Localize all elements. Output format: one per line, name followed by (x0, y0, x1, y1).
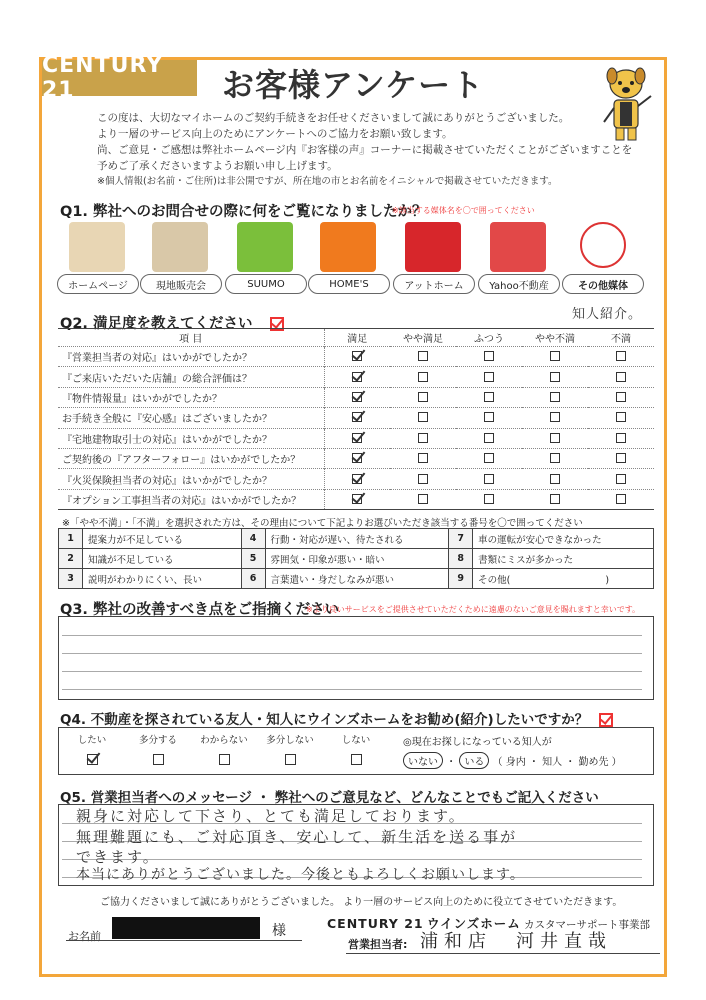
table-row (58, 367, 654, 387)
table-row (58, 387, 654, 407)
q3-ruled-lines (62, 618, 642, 690)
table-row (58, 408, 654, 428)
rating-cell (588, 408, 654, 428)
rating-cell (324, 387, 390, 407)
question-text: お手続き全般に『安心感』はございましたか？ (58, 408, 324, 428)
reason-row (59, 529, 654, 549)
checked-checkbox[interactable] (352, 392, 362, 402)
q4-option-label: 多分する (138, 735, 177, 746)
rating-cell (324, 347, 390, 367)
rating-cell (324, 489, 390, 509)
rating-cell (390, 489, 456, 509)
question-text: 『営業担当者の対応』はいかがでしたか？ (58, 347, 324, 367)
q4-option-label: 多分しない (266, 735, 314, 746)
rating-cell (324, 408, 390, 428)
checkbox[interactable] (418, 412, 428, 422)
rating-cell (456, 387, 522, 407)
checkbox[interactable] (484, 474, 494, 484)
media-label: アットホーム (393, 274, 475, 294)
intro-text (97, 110, 632, 190)
rating-cell (522, 448, 588, 468)
media-option[interactable] (308, 222, 390, 298)
reason-row (59, 569, 654, 589)
q4-option[interactable] (326, 732, 386, 765)
intro-line: 予めご了承くださいますようお願い申し上げます。 (97, 160, 338, 172)
rating-cell (390, 347, 456, 367)
rating-cell (456, 347, 522, 367)
rating-cell (324, 448, 390, 468)
q5-handwritten-line: 親身に対応して下さり、とても満足しております。 (76, 807, 466, 825)
column-header: やや不満 (522, 329, 588, 347)
column-header: ふつう (456, 329, 522, 347)
athome-logo-icon (405, 222, 461, 272)
suumo-logo-icon (237, 222, 293, 272)
media-option[interactable] (225, 222, 307, 298)
reason-text: 車の運転が安心できなかった (473, 529, 654, 549)
table-row (58, 489, 654, 509)
rating-cell (456, 367, 522, 387)
company-name: ウインズホーム (426, 916, 521, 931)
mascot-house-icon (69, 222, 125, 272)
q1-heading: Q1. 弊社へのお問合せの際に何をご覧になりましたか？ (60, 204, 427, 220)
rating-cell (588, 428, 654, 448)
reason-text: 書類にミスが多かった (473, 549, 654, 569)
option-inai[interactable]: いない (403, 752, 443, 769)
media-label: SUUMO (225, 274, 307, 294)
checkbox[interactable] (550, 494, 560, 504)
checkbox[interactable] (616, 453, 626, 463)
media-label: 現地販売会 (140, 274, 222, 294)
reason-text: 知識が不足している (83, 549, 242, 569)
rating-cell (522, 347, 588, 367)
media-option[interactable] (562, 222, 644, 298)
question-text: ご契約後の『アフターフォロー』はいかがでしたか？ (58, 448, 324, 468)
checkbox[interactable] (550, 433, 560, 443)
sama-suffix: 様 (272, 923, 286, 939)
column-header: 項 目 (58, 329, 324, 347)
checkbox[interactable] (418, 474, 428, 484)
checkbox[interactable] (418, 433, 428, 443)
department: カスタマーサポート事業部 (524, 919, 651, 931)
q4-option[interactable] (194, 732, 254, 765)
reason-number[interactable]: 1 (59, 529, 83, 549)
question-text: 『物件情報量』はいかがでしたか？ (58, 387, 324, 407)
q4-option[interactable] (128, 732, 188, 765)
reason-text: 行動・対応が遅い、待たされる (265, 529, 449, 549)
rating-cell (522, 408, 588, 428)
intro-line: 尚、ご意見・ご感想は弊社ホームページ内『お客様の声』コーナーに掲載させていただくことがございますことを (97, 144, 633, 156)
checkbox[interactable] (550, 351, 560, 361)
q4-option-label: しない (341, 735, 371, 746)
rating-cell (456, 428, 522, 448)
q5-handwritten-line: できます。 (76, 848, 160, 866)
reason-text: 提案力が不足している (83, 529, 242, 549)
rating-cell (588, 469, 654, 489)
table-row (58, 448, 654, 468)
reason-number[interactable]: 8 (449, 549, 473, 569)
rating-cell (456, 489, 522, 509)
checkbox[interactable] (616, 392, 626, 402)
rating-cell (588, 347, 654, 367)
rating-cell (390, 387, 456, 407)
checkbox[interactable] (550, 453, 560, 463)
checkbox[interactable] (616, 372, 626, 382)
q4-option-label: わからない (200, 735, 248, 746)
checkbox[interactable] (484, 372, 494, 382)
rating-cell (324, 428, 390, 448)
q3-note: ※より良いサービスをご提供させていただくために遠慮のないご意見を賜れますと幸いです。 (306, 605, 641, 614)
checked-checkbox[interactable] (87, 754, 98, 765)
checked-checkbox[interactable] (352, 474, 362, 484)
question-text: 『火災保険担当者の対応』はいかがでしたか？ (58, 469, 324, 489)
checked-checkbox[interactable] (352, 494, 362, 504)
table-row (58, 347, 654, 367)
rating-cell (456, 448, 522, 468)
media-label: その他媒体 (562, 274, 644, 294)
reason-number[interactable]: 3 (59, 569, 83, 589)
reason-number[interactable]: 9 (449, 569, 473, 589)
rating-cell (522, 387, 588, 407)
question-text: 『オプション工事担当者の対応』はいかがでしたか？ (58, 489, 324, 509)
satisfaction-table (58, 328, 654, 510)
q5-handwritten-line: 無理難題にも、ご対応頂き、安心して、新生活を送る事が (76, 828, 518, 846)
q4-heading-text: Q4. 不動産を探されている友人・知人にウインズホームをお勧め(紹介)したいですか？ (60, 712, 589, 728)
checkbox[interactable] (418, 351, 428, 361)
checkbox[interactable] (484, 351, 494, 361)
checkbox[interactable] (351, 754, 362, 765)
question-text: 『宅地建物取引士の対応』はいかがでしたか？ (58, 428, 324, 448)
century21-logo: CENTURY 21 (42, 60, 197, 96)
reason-number[interactable]: 4 (241, 529, 265, 549)
column-header: 不満 (588, 329, 654, 347)
table-row (58, 428, 654, 448)
rating-cell (324, 469, 390, 489)
rating-cell (390, 448, 456, 468)
media-label: ホームページ (57, 274, 139, 294)
checked-checkbox[interactable] (352, 453, 362, 463)
checkbox[interactable] (616, 474, 626, 484)
company-brand: CENTURY 21 (327, 916, 424, 931)
question-text: 『ご来店いただいた店舗』の総合評価は？ (58, 367, 324, 387)
checkbox[interactable] (484, 494, 494, 504)
rating-cell (522, 367, 588, 387)
homes-logo-icon (320, 222, 376, 272)
rating-cell (456, 408, 522, 428)
q4-option[interactable] (62, 732, 122, 765)
checkbox[interactable] (484, 412, 494, 422)
checkbox[interactable] (484, 453, 494, 463)
checkbox[interactable] (616, 412, 626, 422)
reason-number[interactable]: 2 (59, 549, 83, 569)
column-header: やや満足 (390, 329, 456, 347)
checkbox[interactable] (550, 392, 560, 402)
name-underline (66, 940, 302, 941)
q4-heading (60, 708, 613, 728)
q1-note: ※該当する媒体名を〇で囲ってください (392, 206, 535, 215)
checkbox[interactable] (418, 372, 428, 382)
family-house-icon (152, 222, 208, 272)
rating-cell (456, 469, 522, 489)
rating-cell (390, 469, 456, 489)
option-detail: （ 身内 ・ 知人 ・ 勤め先 ） (492, 757, 622, 768)
reason-number[interactable]: 7 (449, 529, 473, 549)
checked-checkbox[interactable] (352, 372, 362, 382)
staff-handwritten: 浦和店 河井直哉 (420, 931, 612, 952)
reason-number[interactable]: 5 (241, 549, 265, 569)
intro-line: この度は、大切なマイホームのご契約手続きをお任せくださいまして誠にありがとうございました。 (97, 112, 570, 124)
rating-cell (588, 367, 654, 387)
reason-text: その他( ) (473, 569, 654, 589)
media-label: HOME'S (308, 274, 390, 294)
red-check-icon (599, 713, 613, 727)
reason-table (58, 528, 654, 589)
checkbox[interactable] (550, 412, 560, 422)
checkbox[interactable] (219, 754, 230, 765)
media-label: Yahoo不動産 (478, 274, 560, 294)
checkbox[interactable] (153, 754, 164, 765)
checked-checkbox[interactable] (352, 412, 362, 422)
checkbox[interactable] (418, 453, 428, 463)
checkbox[interactable] (285, 754, 296, 765)
reason-text: 言葉遣い・身だしなみが悪い (265, 569, 449, 589)
staff-label: 営業担当者: (348, 938, 408, 951)
checked-checkbox[interactable] (352, 433, 362, 443)
reason-note: ※「やや不満」・「不満」を選択された方は、その理由について下記よりお選びいただき該当する番号を〇で囲ってください (62, 518, 583, 529)
sonota-circle-icon (580, 222, 626, 268)
q4-sub-answer: いない ・ いる （ 身内 ・ 知人 ・ 勤め先 ） (403, 752, 622, 769)
rating-cell (522, 489, 588, 509)
thanks-text: ご協力くださいまして誠にありがとうございました。 より一層のサービス向上のために役立てさせていただきます。 (100, 897, 623, 908)
media-option[interactable] (57, 222, 139, 298)
option-iru[interactable]: いる (459, 752, 489, 769)
q4-option[interactable] (260, 732, 320, 765)
media-option[interactable] (478, 222, 560, 298)
yahoo-house-icon (490, 222, 546, 272)
q5-handwritten-line: 本当にありがとうございました。今後ともよろしくお願いします。 (76, 867, 525, 883)
column-header: 満足 (324, 329, 390, 347)
reason-text: 説明がわかりにくい、長い (83, 569, 242, 589)
checkbox[interactable] (616, 433, 626, 443)
checked-checkbox[interactable] (352, 351, 362, 361)
checkbox[interactable] (616, 351, 626, 361)
intro-line: より一層のサービス向上のためにアンケートへのご協力をお願い致します。 (97, 128, 453, 140)
rating-cell (390, 428, 456, 448)
checkbox[interactable] (550, 372, 560, 382)
privacy-note: ※個人情報(お名前・ご住所)は非公開ですが、所在地の市とお名前をイニシャルで掲載させていただきます。 (97, 176, 558, 187)
rating-cell (324, 367, 390, 387)
reason-number[interactable]: 6 (241, 569, 265, 589)
rating-cell (390, 408, 456, 428)
media-option[interactable] (393, 222, 475, 298)
q1-handwritten-other: 知人紹介。 (572, 307, 643, 322)
q4-option-label: したい (77, 735, 107, 746)
q4-sub-question: ◎現在お探しになっている知人が (403, 737, 552, 748)
q2-heading-text: Q2. 満足度を教えてください (60, 316, 253, 332)
checkbox[interactable] (484, 433, 494, 443)
q3-heading: Q3. 弊社の改善すべき点をご指摘ください (60, 602, 340, 618)
reason-row (59, 549, 654, 569)
checkbox[interactable] (550, 474, 560, 484)
checkbox[interactable] (418, 494, 428, 504)
rating-cell (588, 387, 654, 407)
redacted-name (112, 917, 260, 939)
rating-cell (390, 367, 456, 387)
staff-underline (346, 953, 660, 954)
page-title: お客様アンケート (222, 66, 485, 104)
checkbox[interactable] (484, 392, 494, 402)
q5-heading: Q5. 営業担当者へのメッセージ ・ 弊社へのご意見など、どんなことでもご記入ください (60, 790, 599, 806)
checkbox[interactable] (418, 392, 428, 402)
rating-cell (522, 469, 588, 489)
checkbox[interactable] (616, 494, 626, 504)
table-row (58, 469, 654, 489)
rating-cell (588, 448, 654, 468)
rating-cell (522, 428, 588, 448)
name-label: お名前 (68, 930, 101, 943)
reason-text: 雰囲気・印象が悪い・暗い (265, 549, 449, 569)
media-option[interactable] (140, 222, 222, 298)
rating-cell (588, 489, 654, 509)
